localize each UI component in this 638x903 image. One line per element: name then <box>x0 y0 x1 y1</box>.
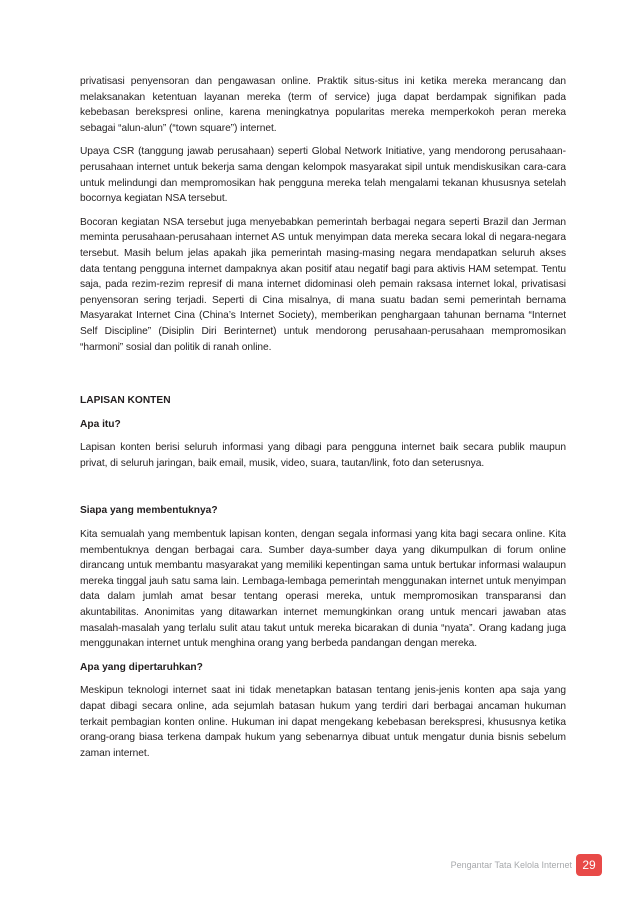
section-title: LAPISAN KONTEN <box>80 395 171 407</box>
question-heading-3: Apa yang dipertaruhkan? <box>80 661 203 673</box>
answer-paragraph-1: Lapisan konten berisi seluruh informasi yang dibagi para pengguna internet baik secara publik maupun privat, di seluruh jaringan, baik email, musik, video, suara, tautan/link, foto dan seterusnya. <box>80 442 566 469</box>
paragraph-intro-2: Upaya CSR (tanggung jawab perusahaan) seperti Global Network Initiative, yang mendorong perusahaan-perusahaan internet untuk bekerja sama dengan kelompok masyarakat sipil untuk mendiskusikan cara-cara untuk melindungi dan mempromosikan hak pengguna mereka telah mengalami tekanan khususnya setelah bocornya kegiatan NSA tersebut. <box>80 146 566 205</box>
question-heading-2: Siapa yang membentuknya? <box>80 505 218 517</box>
answer-paragraph-3: Meskipun teknologi internet saat ini tidak menetapkan batasan tentang jenis-jenis konten apa saja yang dapat dibagi secara online, ada sejumlah batasan hukum yang terdiri dari berbagai ancaman hukuman terkait pembagian konten online. Hukuman ini dapat mengekang kebebasan berekspresi, khususnya ketika orang-orang biasa terkena dampak hukum yang sebenarnya dibuat untuk mengatur dunia bisnis sebelum zaman internet. <box>80 685 566 759</box>
page-number-badge: 29 <box>576 854 602 876</box>
answer-paragraph-2: Kita semualah yang membentuk lapisan konten, dengan segala informasi yang kita bagi secara online. Kita membentuknya dengan berbagai cara. Sumber daya-sumber daya yang dikumpulkan di forum online dirancang untuk membantu masyarakat yang memiliki kepentingan sama untuk bertukar informasi walaupun mereka tinggal jauh satu sama lain. Lembaga-lembaga pemerintah menggunakan internet untuk menyimpan data dalam jumlah amat besar tentang operasi mereka, untuk mempromosikan transparansi dan akuntabilitas. Anonimitas yang ditawarkan internet memungkinkan orang untuk mencari jawaban atas masalah-masalah yang terlalu sulit atau takut untuk mereka bicarakan di dunia “nyata”. Orang kadang juga menggunakan internet untuk menghina orang yang berbeda pandangan dengan mereka. <box>80 529 566 650</box>
paragraph-intro-1: privatisasi penyensoran dan pengawasan online. Praktik situs-situs ini ketika mereka merancang dan melaksanakan ketentuan layanan mereka (term of service) juga dapat berdampak signifikan pada kebebasan berekspresi online, karena meningkatnya popularitas mereka memperkokoh peran mereka sebagai “alun-alun” (“town square”) internet. <box>80 76 566 134</box>
page-footer <box>451 853 602 877</box>
paragraph-intro-3: Bocoran kegiatan NSA tersebut juga menyebabkan pemerintah berbagai negara seperti Brazil dan Jerman meminta perusahaan-perusahaan internet AS untuk menyimpan data mereka secara lokal di negara-negara tersebut. Masih belum jelas apakah jika pemerintah masing-masing negara mendapatkan seluruh akses data tentang pengguna internet dampaknya akan positif atau negatif bagi para aktivis HAM setempat. Tentu saja, pada rezim-rezim represif di mana internet didominasi oleh pemain raksasa internet lokal, privatisasi penyensoran sering terjadi. Seperti di Cina misalnya, di mana suatu badan semi pemerintah bernama Masyarakat Internet Cina (China’s Internet Society), memberikan penghargaan tahunan bernama “Internet Self Discipline” (Disiplin Diri Berinternet) untuk mendorong perusahaan-perusahaan mempromosikan “harmoni” sosial dan politik di ranah online. <box>80 216 566 353</box>
footer-book-title: Pengantar Tata Kelola Internet <box>450 860 572 870</box>
question-heading-1: Apa itu? <box>80 418 121 430</box>
page-content <box>80 74 566 761</box>
